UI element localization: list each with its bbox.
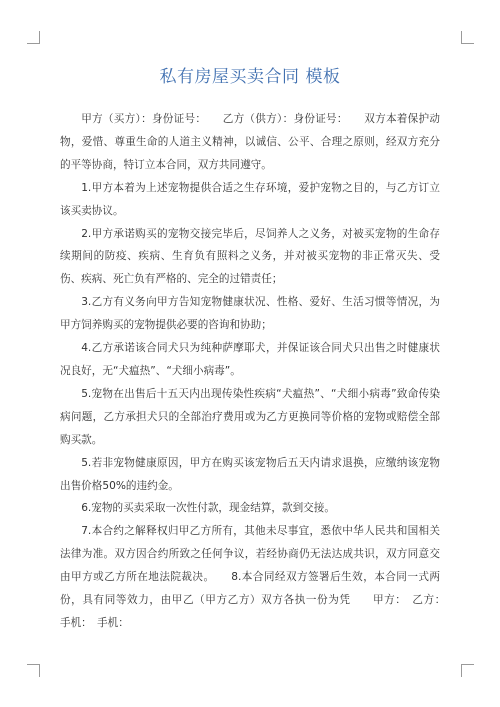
document-title: 私有房屋买卖合同 模板	[159, 67, 341, 87]
paragraph-clause-6: 6.宠物的买卖采取一次性付款，现金结算，款到交接。	[81, 502, 335, 515]
crop-mark-top-right	[461, 31, 474, 44]
paragraph-clause-3: 3.乙方有义务向甲方告知宠物健康状况、性格、爱好、生活习惯等情况，为甲方饲养购买的宠物提供必要的咨询和协助；	[60, 296, 440, 332]
document-body	[60, 108, 462, 635]
paragraph-clause-2: 2.甲方承诺购买的宠物交接完毕后，尽饲养人之义务，对被买宠物的生命存续期间的防疫、疾病、生育负有照料之义务，并对被买宠物的非正常灭失、受伤、疾病、死亡负有严格的、完全的过错责任；	[60, 227, 440, 286]
paragraph-clause-4: 4.乙方承诺该合同犬只为纯种萨摩耶犬，并保证该合同犬只出售之时健康状况良好，无“犬瘟热”、“犬细小病毒”。	[60, 342, 440, 377]
crop-mark-bottom-left	[27, 664, 40, 677]
crop-mark-bottom-right	[461, 664, 474, 677]
paragraph-clause-1: 1.甲方本着为上述宠物提供合适之生存环境，爱护宠物之目的，与乙方订立该买卖协议。	[60, 181, 440, 217]
paragraph-clause-5a: 5.宠物在出售后十五天内出现传染性疾病“犬瘟热”、“犬细小病毒”致命传染病问题，乙方承担犬只的全部治疗费用或为乙方更换同等价格的宠物或赔偿全部购买款。	[60, 387, 440, 446]
paragraph-clause-7-8: 7.本合约之解释权归甲乙方所有，其他未尽事宜，悉依中华人民共和国相关法律为准。双方因合约所致之任何争议，若经协商仍无法达成共识，双方同意交由甲方或乙方所在地法院裁决。 8.本合同经双方签署后生效，本合同一式两份，具有同等效力，由甲乙（甲方乙方）双方各执一份为凭 甲方： 乙方： 手机： 手机：	[60, 525, 462, 629]
paragraph-parties: 甲方（买方）：身份证号： 乙方（供方）：身份证号： 双方本着保护动物，爱惜、尊重生命的人道主义精神，以诚信、公平、合理之原则，经双方充分的平等协商，特订立本合同，双方共同遵守。	[60, 113, 440, 171]
crop-mark-top-left	[27, 31, 40, 44]
paragraph-clause-5b: 5.若非宠物健康原因，甲方在购买该宠物后五天内请求退换，应缴纳该宠物出售价格50%的违约金。	[60, 456, 440, 492]
